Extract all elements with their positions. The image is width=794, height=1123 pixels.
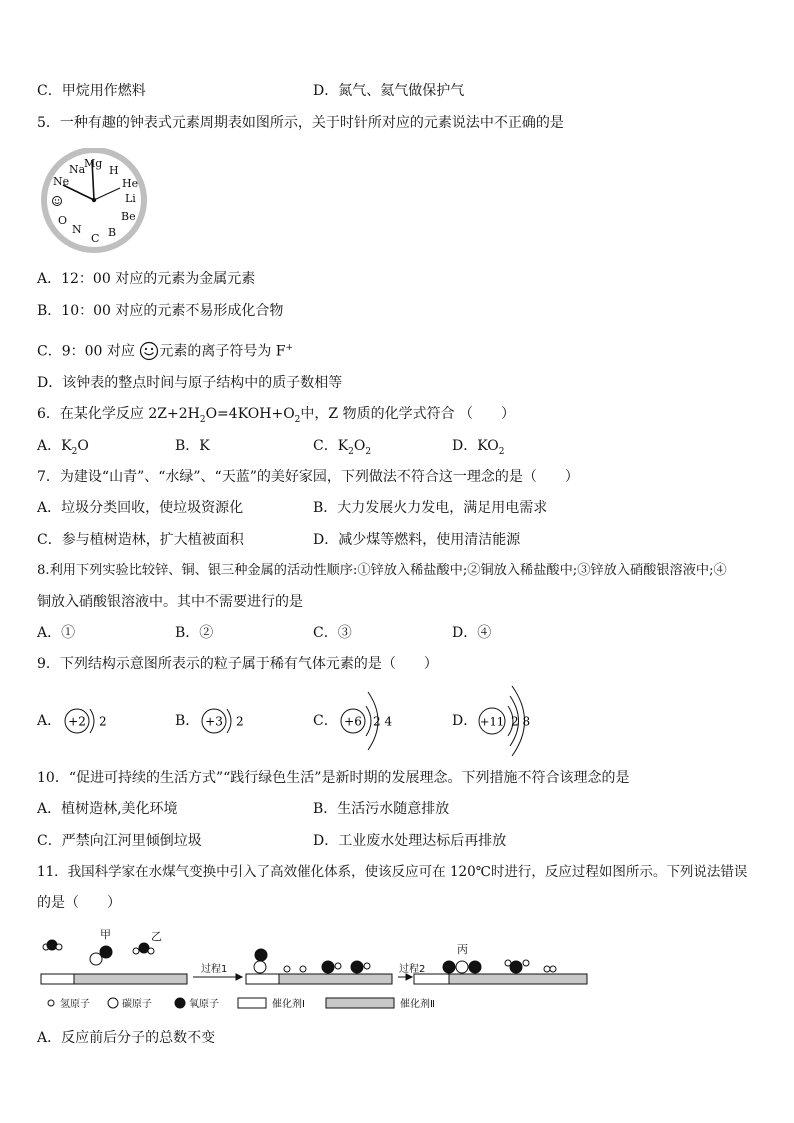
q11-stem-line2: 的是（ ） [37,895,121,911]
q9-atom-d-nucleus: +11 [479,714,505,729]
h-atom [523,960,529,966]
clock-svg [38,148,150,256]
h-atom [550,966,556,972]
q10-option-d: D．工业废水处理达标后再排放 [313,833,507,849]
smiley-icon [139,341,159,361]
q11-option-a: A．反应前后分子的总数不变 [37,1030,216,1046]
q10-option-a: A．植树造林,美化环境 [37,801,178,817]
o-atom [322,961,334,973]
legend-o-icon [175,998,185,1008]
clock-label-o: O [58,214,68,227]
q9-option-c-label: C． [313,713,338,729]
q6-option-a-post: O [77,438,89,454]
h-atom [544,966,550,972]
q9-atom-c [338,680,408,766]
q9-atom-b [200,700,260,746]
catalyst-1-panel-2 [246,974,279,984]
q7-option-b: B．大力发展火力发电，满足用电需求 [313,500,548,516]
q6-option-a-sub: 2 [71,446,78,457]
q6-option-d-text: D．KO [452,438,499,454]
q9-option-d-label: D． [452,713,478,729]
q6-stem-sub2: 2 [294,414,301,425]
q5-option-c [37,339,293,361]
h-atom [335,963,341,969]
legend-c-icon [108,998,118,1008]
q9-atom-b-electrons: 2 [236,714,244,729]
q9-atom-c-electrons: 2 4 [373,714,393,729]
o-atom [100,946,112,958]
clock-label-na: Na [69,163,86,176]
q7-option-d: D．减少煤等燃料，使用清洁能源 [313,532,521,548]
q5-option-c-pre: C．9：00 对应 [37,343,135,360]
q6-option-c-mid: O [353,438,366,454]
q5-option-c-post: 元素的离子符号为 F [159,343,286,360]
q5-option-b: B．10：00 对应的元素不易形成化合物 [37,303,284,319]
o-atom [139,943,149,953]
q9-atom-a [63,700,123,746]
q5-option-d: D．该钟表的整点时间与原子结构中的质子数相等 [37,375,343,391]
q11-reaction-figure [38,925,590,1025]
q9-option-a-label: A． [37,713,62,729]
q9-atom-a-electrons: 2 [99,714,107,729]
q4-option-d: D．氮气、氦气做保护气 [313,83,465,99]
legend-cat1-swatch [238,998,266,1008]
legend-cat2-swatch [326,998,394,1008]
q7-option-c: C．参与植树造林，扩大植被面积 [37,532,244,548]
h-atom [300,966,306,972]
clock-label-li: Li [125,192,136,205]
q6-stem-pre: 6．在某化学反应 2Z+2H [37,406,200,422]
legend-cat1-label: 催化剂Ⅰ [272,999,305,1010]
q8-option-c: C．③ [313,625,352,641]
catalyst-1-panel-1 [41,974,74,984]
clock-label-c: C [91,232,100,245]
legend-h-label: 氢原子 [60,999,90,1010]
q5-option-a: A．12：00 对应的元素为金属元素 [37,271,256,287]
q10-option-c: C．严禁向江河里倾倒垃圾 [37,833,202,849]
catalyst-1-panel-3 [414,974,449,984]
q8-stem-line2: 铜放入硝酸银溶液中。其中不需要进行的是 [37,594,303,610]
o-atom [469,961,481,973]
catalyst-2-panel-3 [449,974,587,984]
q6-option-c-sub1: 2 [348,446,354,457]
q10-option-b: B．生活污水随意排放 [313,801,450,817]
h-atom [364,963,370,969]
h-atom [133,948,139,954]
o-atom [255,949,267,961]
catalyst-2-panel-1 [74,974,187,984]
q6-option-d [452,437,505,461]
clock-label-be: Be [121,210,136,223]
q9-option-b-label: B． [175,713,200,729]
clock-label-mg: Mg [84,157,103,170]
q7-option-a: A．垃圾分类回收，使垃圾资源化 [37,500,244,516]
clock-label-n: N [72,223,82,236]
legend-c-label: 碳原子 [122,999,152,1010]
q7-stem: 7．为建设“山青”、“水绿”、“天蓝”的美好家园，下列做法不符合这一理念的是（ ） [37,469,579,485]
q5-option-c-sup: + [285,343,294,353]
clock-label-h: H [109,164,119,177]
o-atom [47,940,57,950]
q6-stem-mid: O=4KOH+O [205,406,295,422]
q6-stem-post: 中，Z 物质的化学式符合 （ ） [300,406,516,422]
q8-option-b: B．② [175,625,214,641]
h-atom [56,944,62,950]
clock-label-ne: Ne [53,175,70,188]
q6-option-a-text: A．K [37,438,72,454]
o-atom [443,961,455,973]
q6-option-c [313,437,371,461]
h-atom [148,948,154,954]
clock-label-b: B [108,226,117,239]
c-atom [254,961,266,973]
legend-o-label: 氧原子 [189,999,219,1010]
q6-option-d-sub: 2 [498,446,505,457]
q9-atom-a-nucleus: +2 [68,714,86,729]
label-yi: 乙 [151,930,162,943]
q9-stem: 9．下列结构示意图所表示的粒子属于稀有气体元素的是（ ） [37,656,438,672]
q6-option-b: B．K [175,438,210,454]
q9-atom-b-nucleus: +3 [205,714,223,729]
process-1-label: 过程1 [201,964,228,975]
o-atom [510,961,522,973]
reaction-svg [38,925,590,1025]
clock-center [92,198,96,202]
q11-stem-line1: 11．我国科学家在水煤气变换中引入了高效催化体系，使该反应可在 120℃时进行，反应过程如图所示。下列说法错误 [37,864,748,880]
q9-atom-c-nucleus: +6 [344,714,362,729]
q8-option-d: D．④ [452,625,492,641]
q5-stem: 5．一种有趣的钟表式元素周期表如图所示，关于时针所对应的元素说法中不正确的是 [37,115,564,131]
q8-option-a: A．① [37,625,76,641]
q6-option-c-text: C．K [313,438,349,454]
q6-option-a [37,437,89,461]
q6-option-c-sub2: 2 [365,446,372,457]
process-2-label: 过程2 [399,964,426,975]
catalyst-2-panel-2 [279,974,392,984]
h-atom [284,966,290,972]
legend-cat2-label: 催化剂Ⅱ [400,999,435,1010]
c-atom [456,961,468,973]
legend-h-icon [48,1000,54,1006]
q9-atom-d [477,680,557,766]
q5-clock-figure [38,148,150,256]
o-atom [351,961,363,973]
q8-stem-line1: 8.利用下列实验比较锌、铜、银三种金属的活动性顺序:①锌放入稀盐酸中;②铜放入稀盐酸中;③锌放入硝酸银溶液中;④ [37,563,727,578]
q10-stem: 10．“促进可持续的生活方式”“践行绿色生活”是新时期的发展理念。下列措施不符合该理念的是 [37,770,630,786]
label-bing: 丙 [457,943,468,956]
label-jia: 甲 [100,928,111,941]
q9-atom-d-electrons: 2 8 [511,714,531,729]
q6-stem-sub1: 2 [199,414,206,425]
q4-option-c: C．甲烷用作燃料 [37,83,146,99]
q6-stem [37,405,515,429]
clock-label-he: He [122,177,139,190]
